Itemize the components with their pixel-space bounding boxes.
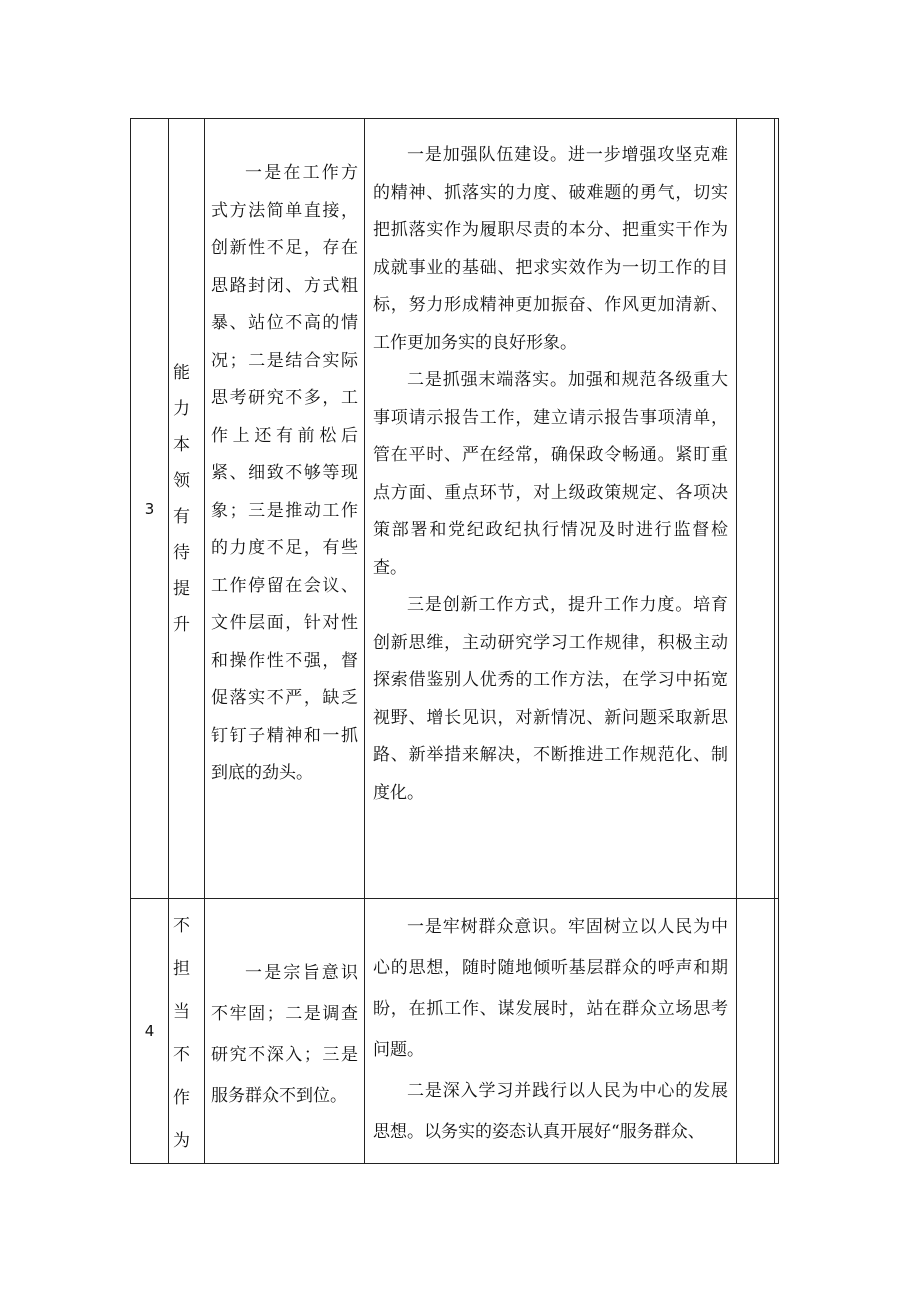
category-char: 作 — [173, 1088, 190, 1108]
category-char: 提 — [173, 579, 190, 599]
empty-cell — [775, 119, 779, 899]
category-char: 担 — [173, 959, 190, 979]
empty-cell — [737, 119, 775, 899]
table-row — [131, 899, 779, 1164]
row-number: 3 — [144, 499, 155, 518]
row-number: 4 — [144, 1022, 155, 1040]
measure-paragraph: 一是牢树群众意识。牢固树立以人民为中心的思想，随时随地倾听基层群众的呼声和期盼，在抓工作、谋发展时，站在群众立场思考问题。 — [373, 917, 728, 1060]
empty-cell — [737, 899, 775, 1164]
category-char: 力 — [173, 399, 190, 419]
problem-cell — [205, 899, 365, 1164]
empty-cell — [775, 899, 779, 1164]
category-char: 有 — [173, 507, 190, 527]
measures-text — [365, 119, 736, 812]
measures-text — [365, 899, 736, 1153]
category-cell — [169, 899, 205, 1164]
category-char: 为 — [173, 1131, 190, 1151]
measure-paragraph: 二是抓强末端落实。加强和规范各级重大事项请示报告工作，建立请示报告事项清单，管在平时、严在经常，确保政令畅通。紧盯重点方面、重点环节，对上级政策规定、各项决策部署和党纪政纪执行情况及时进行监督检查。 — [373, 370, 728, 578]
rectification-table — [130, 118, 779, 1164]
measures-cell — [365, 899, 737, 1164]
category-char: 升 — [173, 615, 190, 635]
measure-paragraph: 三是创新工作方式，提升工作力度。培育创新思维，主动研究学习工作规律，积极主动探索借鉴别人优秀的工作方法，在学习中拓宽视野、增长见识，对新情况、新问题采取新思路、新举措来解决，不断推进工作规范化、制度化。 — [373, 595, 728, 803]
category-vertical-text — [169, 119, 204, 643]
row-number-cell — [131, 119, 169, 899]
measures-cell — [365, 119, 737, 899]
measure-paragraph: 二是深入学习并践行以人民为中心的发展思想。以务实的姿态认真开展好“服务群众、 — [373, 1081, 728, 1142]
category-char: 领 — [173, 471, 190, 491]
category-char: 能 — [173, 363, 190, 383]
category-cell — [169, 119, 205, 899]
row-number-cell — [131, 899, 169, 1164]
category-char: 本 — [173, 435, 190, 455]
table-row — [131, 119, 779, 899]
category-char: 当 — [173, 1002, 190, 1022]
category-char: 不 — [173, 916, 190, 936]
problem-text: 一是在工作方式方法简单直接，创新性不足，存在思路封闭、方式粗暴、站位不高的情况；二是结合实际思考研究不多，工作上还有前松后紧、细致不够等现象；三是推动工作的力度不足，有些工作停留在会议、文件层面，针对性和操作性不强，督促落实不严，缺乏钉钉子精神和一抓到底的劲头。 — [211, 163, 358, 783]
category-char: 不 — [173, 1045, 190, 1065]
problem-cell — [205, 119, 365, 899]
category-vertical-text — [169, 899, 204, 1163]
measure-paragraph: 一是加强队伍建设。进一步增强攻坚克难的精神、抓落实的力度、破难题的勇气，切实把抓落实作为履职尽责的本分、把重实干作为成就事业的基础、把求实效作为一切工作的目标，努力形成精神更加振奋、作风更加清新、工作更加务实的良好形象。 — [373, 145, 728, 353]
problem-text: 一是宗旨意识不牢固；二是调查研究不深入；三是服务群众不到位。 — [211, 963, 358, 1106]
category-char: 待 — [173, 543, 190, 563]
